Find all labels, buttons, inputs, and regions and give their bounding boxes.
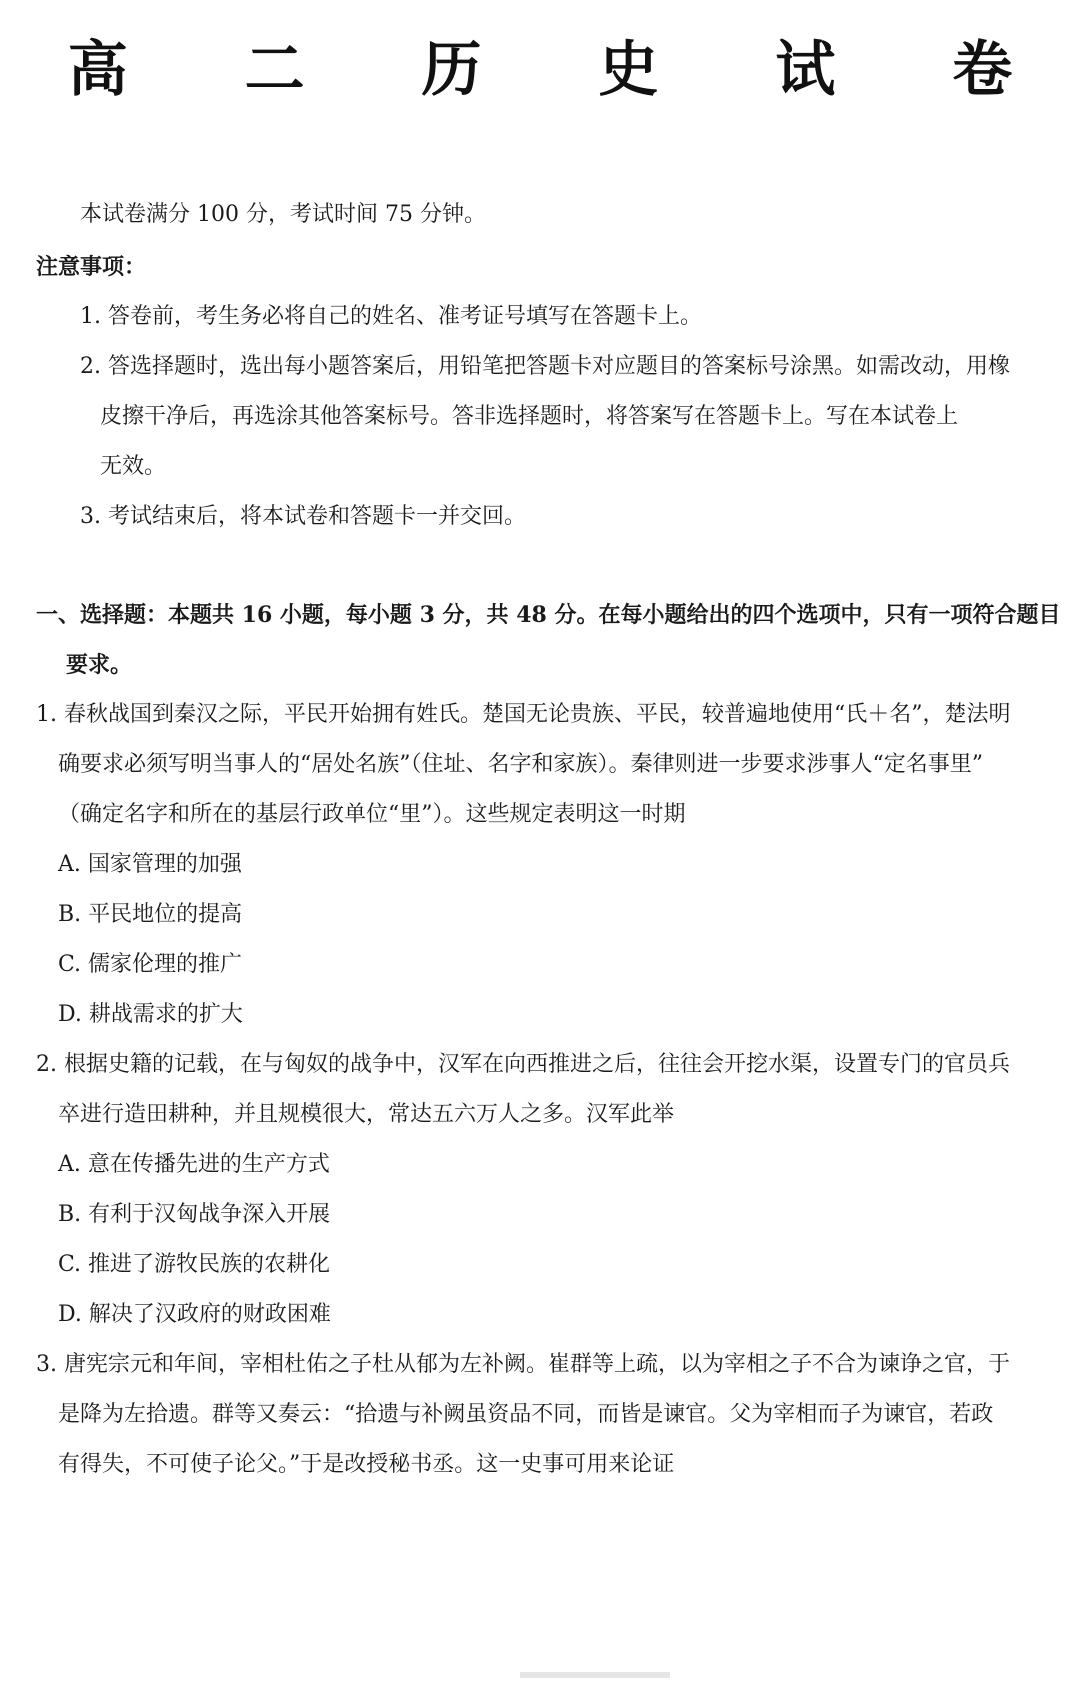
question-stem: 2. 根据史籍的记载，在与匈奴的战争中，汉军在向西推进之后，往往会开挖水渠，设置专门的官员兵 bbox=[36, 1052, 1010, 1077]
notice-item-continued: 无效。 bbox=[100, 454, 167, 479]
question-stem: 3. 唐宪宗元和年间，宰相杜佑之子杜从郁为左补阙。崔群等上疏，以为宰相之子不合为谏诤之官，于 bbox=[36, 1352, 1010, 1377]
question-stem: 是降为左拾遗。群等又奏云：“拾遗与补阙虽资品不同，而皆是谏官。父为宰相而子为谏官，若政 bbox=[58, 1402, 994, 1427]
section-heading-continued: 要求。 bbox=[66, 652, 133, 678]
notice-item: 2. 答选择题时，选出每小题答案后，用铅笔把答题卡对应题目的答案标号涂黑。如需改动，用橡 bbox=[80, 354, 1010, 379]
notice-item: 3. 考试结束后，将本试卷和答题卡一并交回。 bbox=[80, 504, 526, 529]
notice-item-continued: 皮擦干净后，再选涂其他答案标号。答非选择题时，将答案写在答题卡上。写在本试卷上 bbox=[100, 404, 959, 429]
question-stem: 卒进行造田耕种，并且规模很大，常达五六万人之多。汉军此举 bbox=[58, 1102, 675, 1127]
option-a: A. 国家管理的加强 bbox=[58, 852, 242, 877]
question-stem: 有得失，不可使子论父。”于是改授秘书丞。这一史事可用来论证 bbox=[58, 1452, 675, 1477]
question-stem: （确定名字和所在的基层行政单位“里”）。这些规定表明这一时期 bbox=[58, 802, 686, 827]
option-c: C. 推进了游牧民族的农耕化 bbox=[58, 1252, 331, 1277]
option-a: A. 意在传播先进的生产方式 bbox=[58, 1152, 330, 1177]
page-title: 高 二 历 史 试 卷 bbox=[67, 35, 1061, 105]
option-d: D. 解决了汉政府的财政困难 bbox=[58, 1302, 331, 1327]
option-b: B. 有利于汉匈战争深入开展 bbox=[58, 1202, 331, 1227]
option-d: D. 耕战需求的扩大 bbox=[58, 1002, 243, 1027]
option-b: B. 平民地位的提高 bbox=[58, 902, 243, 927]
section-heading: 一、选择题：本题共 16 小题，每小题 3 分，共 48 分。在每小题给出的四个选项中，只有一项符合题目 bbox=[36, 602, 1061, 628]
notice-item: 1. 答卷前，考生务必将自己的姓名、准考证号填写在答题卡上。 bbox=[80, 304, 702, 329]
scan-edge-mark bbox=[520, 1672, 670, 1678]
question-stem: 确要求必须写明当事人的“居处名族”（住址、名字和家族）。秦律则进一步要求涉事人“定名事里” bbox=[58, 752, 983, 777]
option-c: C. 儒家伦理的推广 bbox=[58, 952, 243, 977]
notice-heading: 注意事项： bbox=[36, 254, 147, 280]
exam-intro: 本试卷满分 100 分，考试时间 75 分钟。 bbox=[80, 202, 486, 227]
question-stem: 1. 春秋战国到秦汉之际，平民开始拥有姓氏。楚国无论贵族、平民，较普遍地使用“氏＋名”，楚法明 bbox=[36, 702, 1011, 727]
